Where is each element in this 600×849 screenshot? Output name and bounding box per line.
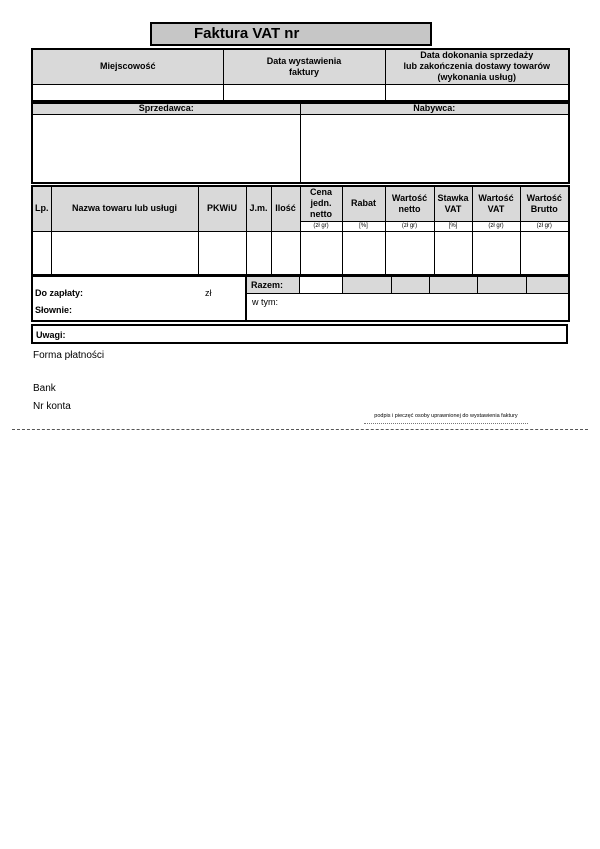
sum-extra-cell[interactable] [526, 277, 569, 294]
vat-rate-header [434, 186, 472, 221]
item-name-cell[interactable] [51, 231, 198, 275]
item-gross-value-cell[interactable] [520, 231, 569, 275]
unit-price-header-l1: Cena [309, 187, 332, 198]
notes-box[interactable] [31, 324, 568, 344]
issue-date-header [223, 49, 385, 84]
cut-line [12, 429, 588, 430]
to-pay-label: Do zapłaty: [35, 288, 84, 298]
sum-discount-cell[interactable] [299, 277, 342, 294]
sale-date-header-line1: Data dokonania sprzedaży [420, 50, 534, 61]
totals-table [245, 276, 570, 322]
payment-summary-box [31, 276, 247, 322]
sale-date-field[interactable] [385, 84, 569, 101]
sum-vat-value-cell[interactable] [429, 277, 477, 294]
signature-line [364, 423, 528, 424]
gross-value-header-l1: Wartość [526, 192, 562, 203]
item-unit-cell[interactable] [246, 231, 271, 275]
lp-header: Lp. [32, 186, 51, 231]
gross-value-unit: (zł gr) [520, 221, 569, 231]
sum-net-cell[interactable] [342, 277, 391, 294]
sum-label: Razem: [246, 277, 299, 294]
place-header: Miejscowość [32, 49, 223, 84]
issue-date-header-line2: faktury [288, 66, 319, 77]
net-value-unit: (zł gr) [385, 221, 434, 231]
buyer-header: Nabywca: [300, 103, 569, 114]
item-vat-value-cell[interactable] [472, 231, 520, 275]
vat-value-header-l2: VAT [487, 203, 505, 214]
issue-date-field[interactable] [223, 84, 385, 101]
item-net-value-cell[interactable] [385, 231, 434, 275]
vat-value-header-l1: Wartość [478, 192, 514, 203]
unit-price-unit: (zł gr) [300, 221, 342, 231]
signature-caption: podpis i pieczęć osoby uprawnionej do wystawienia faktury [374, 413, 518, 419]
parties-table [31, 102, 570, 184]
item-unit-price-cell[interactable] [300, 231, 342, 275]
seller-field[interactable] [32, 114, 300, 183]
notes-label: Uwagi: [36, 330, 66, 340]
discount-header: Rabat [342, 186, 385, 221]
gross-value-header-l2: Brutto [530, 203, 558, 214]
unit-price-header-l3: netto [310, 209, 332, 220]
items-table [31, 185, 570, 276]
vat-value-header [472, 186, 520, 221]
net-value-header-l1: Wartość [391, 192, 428, 203]
invoice-header-table [31, 48, 570, 102]
bank-label: Bank [33, 383, 56, 394]
net-value-header-l2: netto [398, 203, 421, 214]
issue-date-header-line1: Data wystawienia [266, 55, 342, 66]
sum-gross-cell[interactable] [477, 277, 526, 294]
item-pkwiu-cell[interactable] [198, 231, 246, 275]
sale-date-header-line2: lub zakończenia dostawy towarów [403, 61, 551, 72]
unit-price-header-l2: jedn. [310, 198, 332, 209]
net-value-header [385, 186, 434, 221]
item-discount-cell[interactable] [342, 231, 385, 275]
gross-value-header [520, 186, 569, 221]
seller-header: Sprzedawca: [32, 103, 300, 114]
pkwiu-header: PKWiU [198, 186, 246, 231]
place-field[interactable] [32, 84, 223, 101]
sum-vat-rate-cell[interactable] [391, 277, 429, 294]
including-row[interactable] [246, 294, 569, 321]
item-vat-rate-cell[interactable] [434, 231, 472, 275]
item-lp-cell[interactable] [32, 231, 51, 275]
buyer-field[interactable] [300, 114, 569, 183]
payment-method-label: Forma płatności [33, 350, 105, 361]
vat-rate-header-l1: Stawka [437, 192, 469, 203]
currency-label: zł [205, 288, 212, 298]
invoice-title: Faktura VAT nr [150, 22, 432, 46]
vat-rate-header-l2: VAT [444, 203, 462, 214]
unit-price-header [300, 186, 342, 221]
vat-rate-unit: [%] [434, 221, 472, 231]
name-header: Nazwa towaru lub usługi [51, 186, 198, 231]
sale-date-header-line3: (wykonania usług) [437, 72, 516, 83]
vat-value-unit: (zł gr) [472, 221, 520, 231]
quantity-header: Ilość [271, 186, 300, 231]
in-words-label: Słownie: [35, 305, 73, 315]
discount-unit: [%] [342, 221, 385, 231]
item-quantity-cell[interactable] [271, 231, 300, 275]
including-label: w tym: [252, 297, 278, 307]
account-number-label: Nr konta [33, 401, 71, 412]
sale-date-header [385, 49, 569, 84]
unit-header: J.m. [246, 186, 271, 231]
